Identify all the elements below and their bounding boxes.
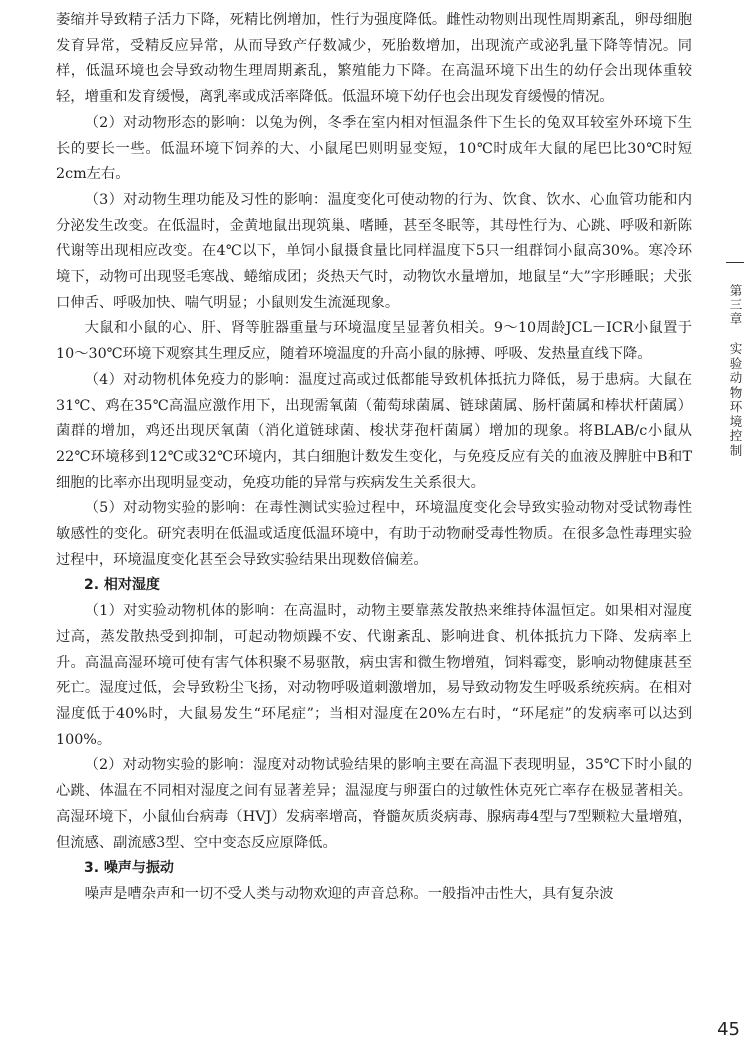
section-heading-noise-vibration: 3. 噪声与振动 <box>84 860 174 877</box>
paragraph-noise-definition: 噪声是嘈杂声和一切不受人类与动物欢迎的声音总称。一般指冲击性大，具有复杂波 <box>84 885 614 902</box>
chapter-title: 实验动物环境控制 <box>729 341 743 458</box>
paragraph-animal-morphology: （2）对动物形态的影响：以兔为例，冬季在室内相对恒温条件下生长的兔双耳较室外环境下生长的要长一些。低温环境下饲养的大、小鼠尾巴则明显变短，10℃时成年大鼠的尾巴比30℃时短2cm左右。 <box>56 114 692 183</box>
paragraph-humidity-experiment: （2）对动物实验的影响：湿度对动物试验结果的影响主要在高温下表现明显，35℃下时小鼠的心跳、体温在不同相对湿度之间有显著差异；温湿度与卵蛋白的过敏性休克死亡率存在极显著相关。高湿环境下，小鼠仙台病毒（HVJ）发病率增高，脊髓灰质炎病毒、腺病毒4型与7型颗粒大量增殖，但流感、副流感3型、空中变态反应原降低。 <box>56 757 692 851</box>
page-number: 45 <box>717 1019 740 1040</box>
paragraph-immunity: （4）对动物机体免疫力的影响：温度过高或过低都能导致机体抵抗力降低，易于患病。大鼠在31℃、鸡在35℃高温应激作用下，出现需氧菌（葡萄球菌属、链球菌属、肠杆菌属和棒状杆菌属）菌群的增加，鸡还出现厌氧菌（消化道链球菌、梭状芽孢杆菌属）增加的现象。将BLAB/c小鼠从22℃环境移到12℃或32℃环境内，其白细胞计数发生变化，与免疫反应有关的血液及脾脏中B和T细胞的比率亦出现明显变动，免疫功能的异常与疾病发生关系很大。 <box>56 371 692 491</box>
paragraph-intro-continuation: 萎缩并导致精子活力下降，死精比例增加，性行为强度降低。雌性动物则出现性周期紊乱，卵母细胞发育异常，受精反应异常，从而导致产仔数减少，死胎数增加，出现流产或泌乳量下降等情况。同样，低温环境也会导致动物生理周期紊乱，繁殖能力下降。在高温环境下出生的幼仔会出现体重较轻，增重和发育缓慢，离乳率或成活率降低。低温环境下幼仔也会出现发育缓慢的情况。 <box>56 12 692 106</box>
chapter-tab-rule <box>726 262 744 263</box>
chapter-number: 第三章 <box>729 283 743 326</box>
paragraph-physiology-habits: （3）对动物生理功能及习性的影响：温度变化可使动物的行为、饮食、饮水、心血管功能和内分泌发生改变。在低温时，金黄地鼠出现筑巢、嗜睡，甚至冬眠等，其母性行为、心跳、呼吸和新陈代谢等出现相应改变。在4℃以下，单饲小鼠摄食量比同样温度下5只一组群饲小鼠高30%。寒冷环境下，动物可出现竖毛寒战、蜷缩成团；炎热天气时，动物饮水量增加，地鼠呈“大”字形睡眠；犬张口伸舌、呼吸加快、喘气明显；小鼠则发生流涎现象。 <box>56 191 692 311</box>
paragraph-organ-weight: 大鼠和小鼠的心、肝、肾等脏器重量与环境温度呈显著负相关。9～10周龄JCL－ICR小鼠置于10～30℃环境下观察其生理反应，随着环境温度的升高小鼠的脉搏、呼吸、发热量直线下降。 <box>56 320 692 363</box>
paragraph-humidity-body: （1）对实验动物机体的影响：在高温时，动物主要靠蒸发散热来维持体温恒定。如果相对湿度过高，蒸发散热受到抑制，可起动物烦躁不安、代谢紊乱、影响进食、机体抵抗力下降、发病率上升。高温高湿环境可使有害气体积聚不易驱散，病虫害和微生物增殖，饲料霉变，影响动物健康甚至死亡。湿度过低，会导致粉尘飞扬，对动物呼吸道刺激增加，易导致动物发生呼吸系统疾病。在相对湿度低于40%时，大鼠易发生“环尾症”；当相对湿度在20%左右时，“环尾症”的发病率可以达到100%。 <box>56 603 692 748</box>
paragraph-toxicity-experiment: （5）对动物实验的影响：在毒性测试实验过程中，环境温度变化会导致实验动物对受试物毒性敏感性的变化。研究表明在低温或适度低温环境中，有助于动物耐受毒性物质。在很多急性毒理实验过程中，环境温度变化甚至会导致实验结果出现数倍偏差。 <box>56 500 692 568</box>
main-text-column <box>56 8 692 908</box>
section-heading-relative-humidity: 2. 相对湿度 <box>84 577 160 594</box>
